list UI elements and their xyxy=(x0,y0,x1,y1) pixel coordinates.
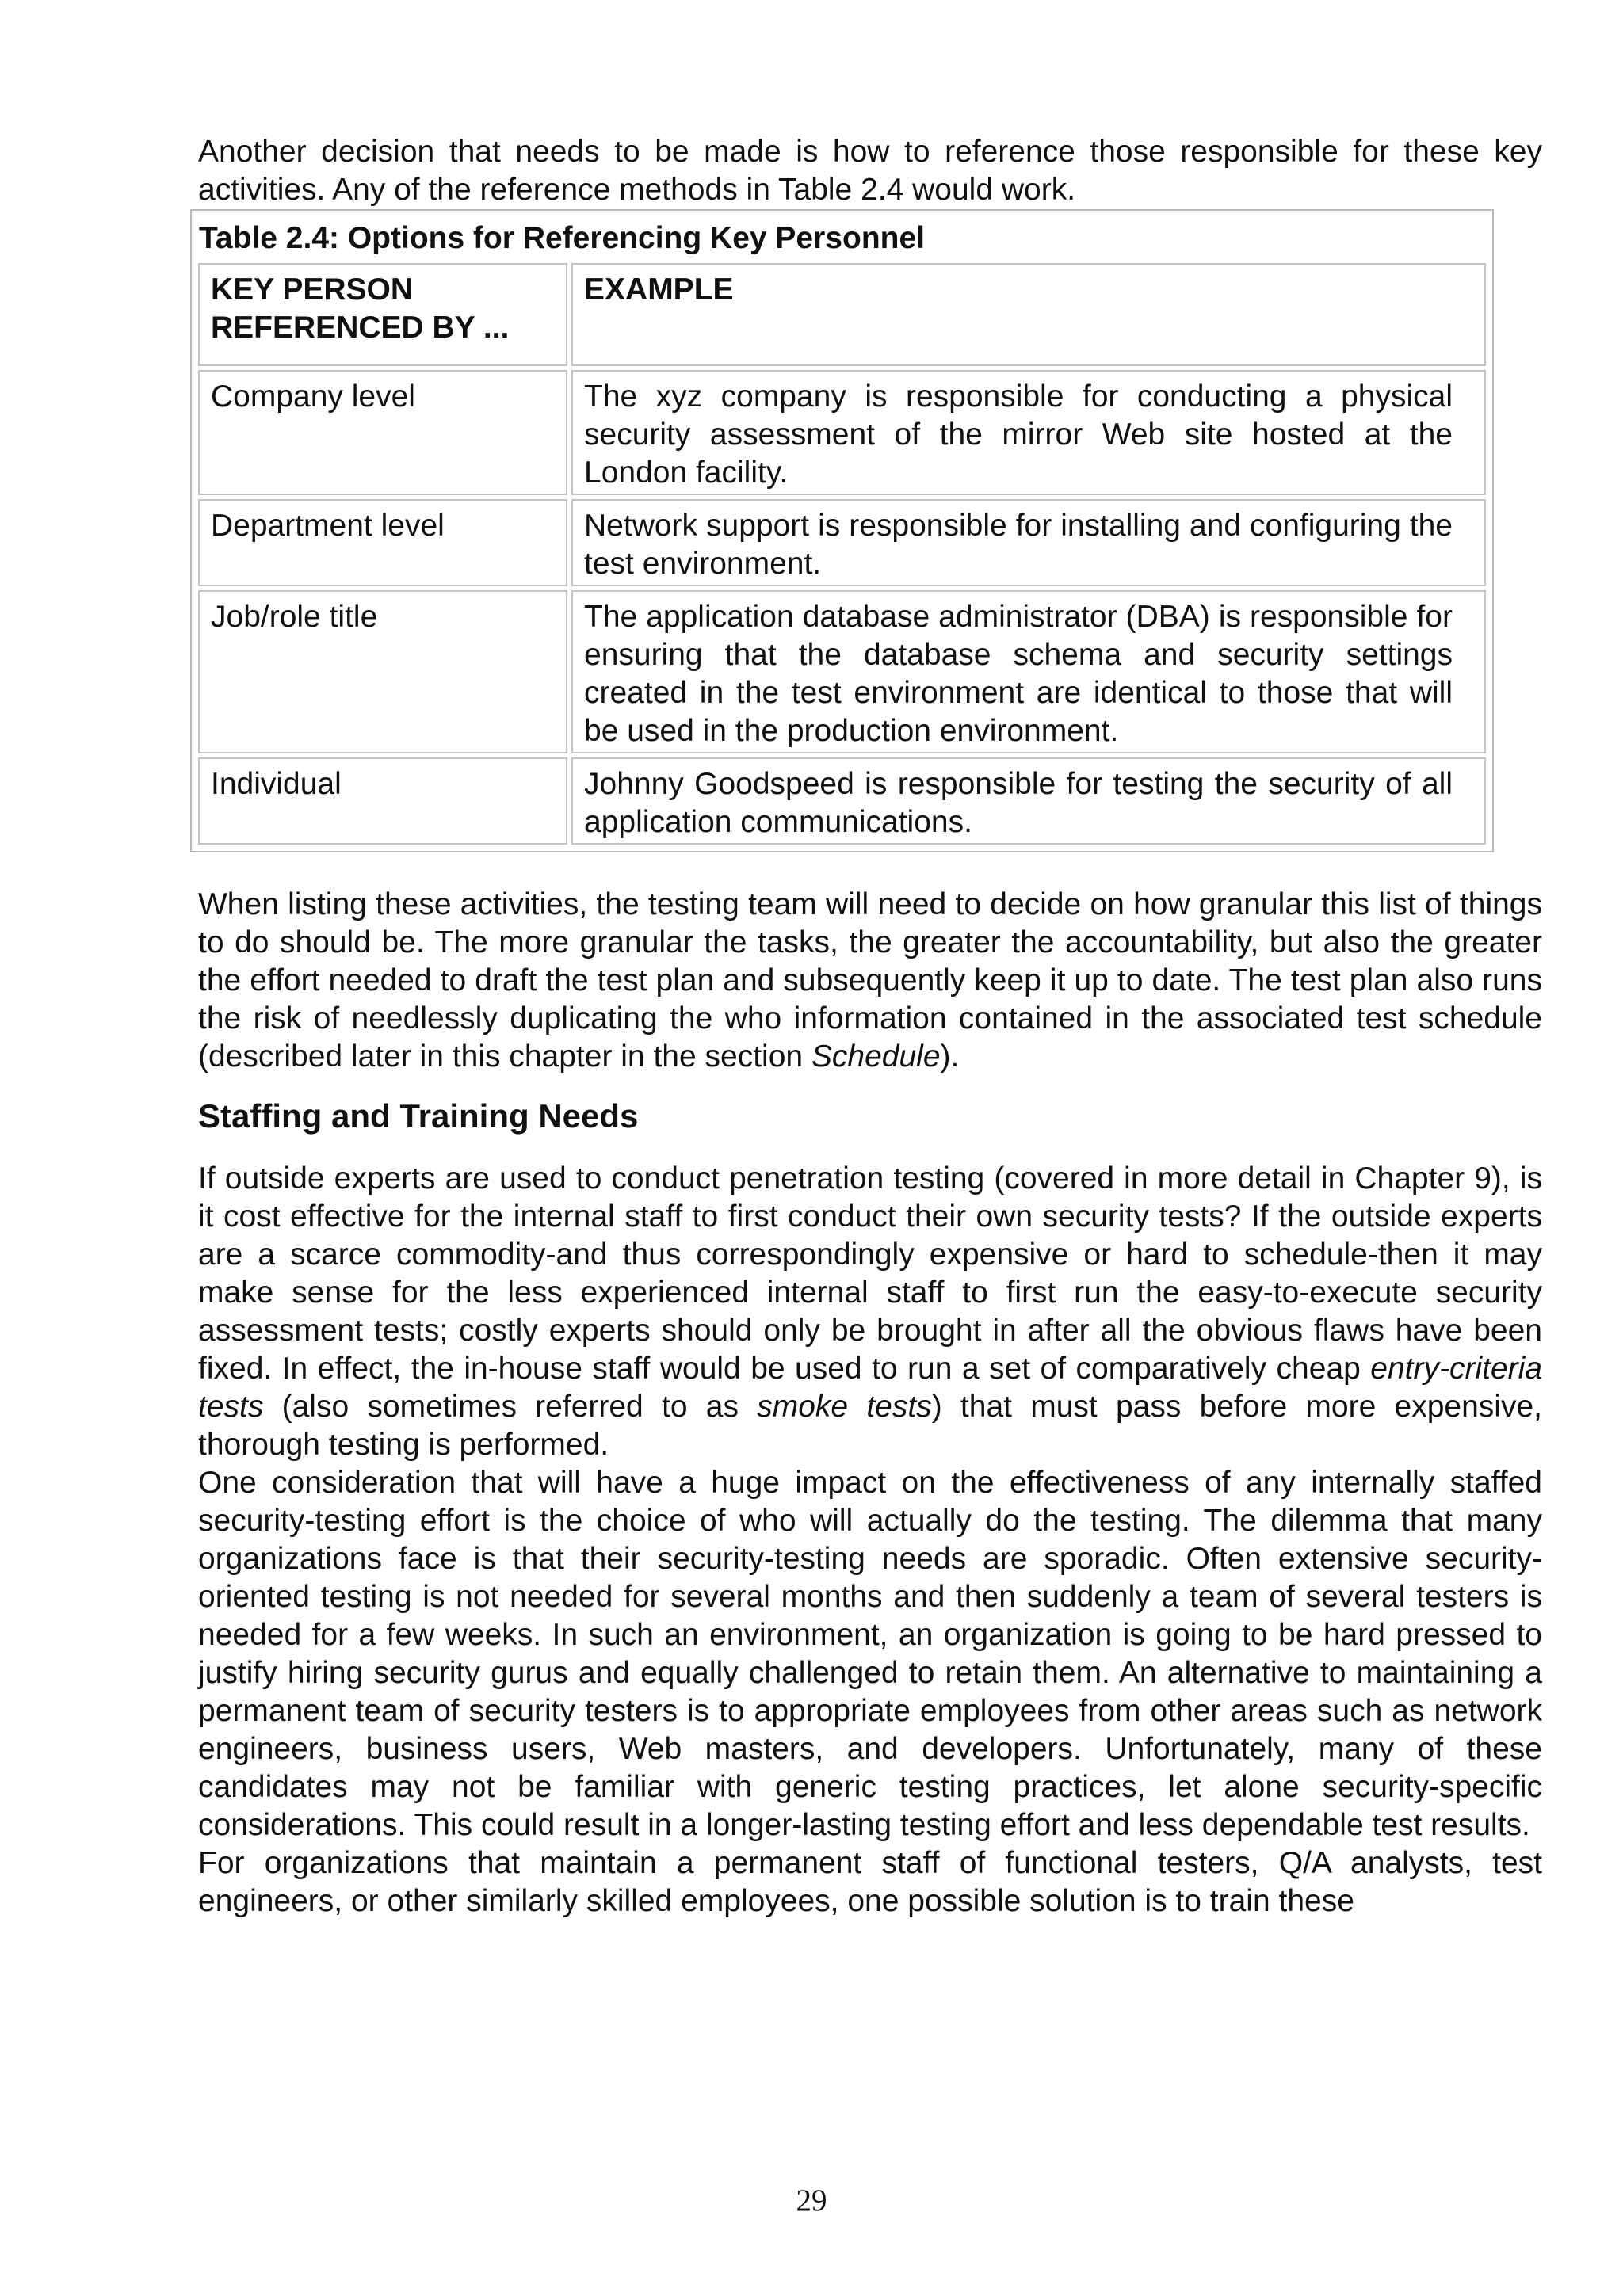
header-key-person: KEY PERSON REFERENCED BY ... xyxy=(198,263,567,366)
listing-text-before: When listing these activities, the testing team will need to decide on how granular this list of things to do should be. The more granular the tasks, the greater the accountability, but also the greater the effort needed to draft the test plan and subsequently keep it up to date. The test plan also runs the risk of needlessly duplicating the who information contained in the associated test schedule (described later in this chapter in the section xyxy=(198,887,1542,1074)
intro-paragraph: Another decision that needs to be made is how to reference those responsible for these key activities. Any of the reference methods in Table 2.4 would work. xyxy=(198,135,1542,207)
experts-text-2: (also sometimes referred to as xyxy=(263,1390,758,1424)
key-personnel-table xyxy=(190,209,1494,852)
table-body xyxy=(194,259,1490,849)
row-example: The application database administrator (DBA) is responsible for ensuring that the database schema and security settings created in the test environment are identical to those that will be used in the production environment. xyxy=(571,590,1486,753)
table-header-row xyxy=(198,263,1486,366)
listing-text-after: ). xyxy=(940,1039,960,1074)
row-example: The xyz company is responsible for conducting a physical security assessment of the mirror Web site hosted at the London facility. xyxy=(571,370,1486,495)
table-row xyxy=(198,499,1486,586)
table-row xyxy=(198,370,1486,495)
page-number: 29 xyxy=(796,2183,827,2218)
consideration-paragraph: One consideration that will have a huge impact on the effectiveness of any internally staffed security-testing effort is the choice of who will actually do the testing. The dilemma that many organizations face is that their security-testing needs are sporadic. Often extensive security-oriented testing is not needed for several months and then suddenly a team of several testers is needed for a few weeks. In such an environment, an organization is going to be hard pressed to justify hiring security gurus and equally challenged to retain them. An alternative to maintaining a permanent team of security testers is to appropriate employees from other areas such as network engineers, business users, Web masters, and developers. Unfortunately, many of these candidates may not be familiar with generic testing practices, let alone security-specific considerations. This could result in a longer-lasting testing effort and less dependable test results. xyxy=(198,1466,1542,1842)
row-level: Company level xyxy=(198,370,567,495)
row-level: Job/role title xyxy=(198,590,567,753)
final-paragraph: For organizations that maintain a permanent staff of functional testers, Q/A analysts, test engineers, or other similarly skilled employees, one possible solution is to train these xyxy=(198,1846,1542,1918)
row-level: Department level xyxy=(198,499,567,586)
header-example: EXAMPLE xyxy=(571,263,1486,366)
listing-emphasis: Schedule xyxy=(811,1039,941,1074)
row-example: Network support is responsible for installing and configuring the test environment. xyxy=(571,499,1486,586)
experts-emphasis-2: smoke tests xyxy=(757,1390,932,1424)
experts-text-1: If outside experts are used to conduct penetration testing (covered in more detail in Chapter 9), is it cost effective for the internal staff to first conduct their own security tests? If the outside experts are a scarce commodity-and thus correspondingly expensive or hard to schedule-then it may make sense for the less experienced internal staff to first run the easy-to-execute security assessment tests; costly experts should only be brought in after all the obvious flaws have been fixed. In effect, the in-house staff would be used to run a set of comparatively cheap xyxy=(198,1161,1542,1386)
table-row xyxy=(198,757,1486,845)
row-example: Johnny Goodspeed is responsible for testing the security of all application communications. xyxy=(571,757,1486,845)
table-row xyxy=(198,590,1486,753)
experts-emphasis-1: entry-criteria tests xyxy=(198,1352,1542,1424)
experts-paragraph xyxy=(198,1160,1542,1464)
listing-paragraph xyxy=(198,886,1542,1076)
document-page xyxy=(198,133,1542,1920)
section-heading: Staffing and Training Needs xyxy=(198,1097,639,1135)
experts-text-3: ) that must pass before more expensive, thorough testing is performed. xyxy=(198,1390,1542,1462)
table-caption: Table 2.4: Options for Referencing Key Personnel xyxy=(199,221,925,255)
row-level: Individual xyxy=(198,757,567,845)
